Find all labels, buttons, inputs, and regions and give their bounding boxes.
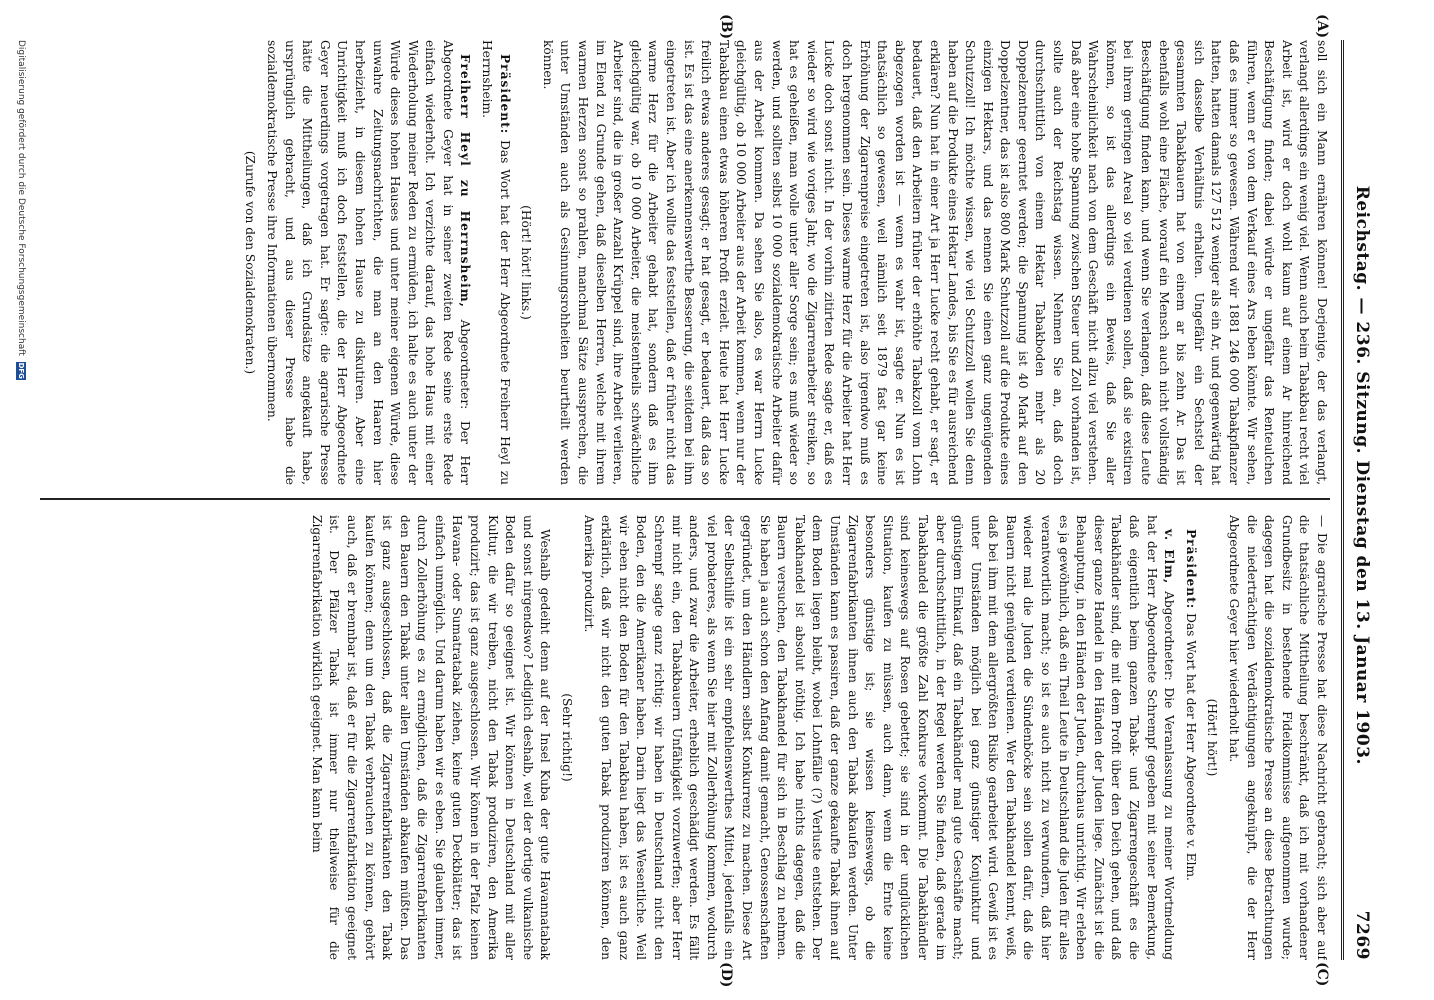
- left-column: [40, 40, 1330, 485]
- paragraph: [579, 515, 1177, 960]
- paragraph: [1181, 515, 1199, 960]
- header-page-number: 7269: [1352, 910, 1372, 960]
- speech-text: Abgeordneter: Der Herr Abgeordnete Geyer hat in seiner zweiten Rede seine erste Rede einfach wiederholt. Ich verzichte darauf, das hohe Haus mit einer Wiederholung meiner Reden zu ermüden, ich halte es auch unter der Würde dieses hohen Hauses und unter meiner eigenen Würde, diese unwahre Zeitungsnachrichten, die man an den Haaren hier herbeizieht, in diesem hohen Hause zu diskutiren. Aber eine Unrichtigkeit muß ich doch feststellen, die der Herr Abgeordnete Geyer neuerdings vorgetragen hat. Er sagte: die agrarische Presse hätte die Mittheilungen, daß ich Grundsätze angekauft habe, ursprünglich gebracht, und aus dieser Presse habe die sozialdemokratische Presse ihre Informationen übernommen.: [264, 40, 473, 485]
- margin-mark-b: (B): [718, 14, 734, 40]
- margin-mark-a: (A): [1314, 14, 1330, 39]
- speech-text: Abgeordneter: Die Veranlassung zu meiner Wortmeldung hat der Herr Abgeordnete Schrempf gegeben mit seiner Bemerkung, daß eigentlich beim ganzen Tabak- und Zigarrengeschäft es die Tabakhändler sind, die mit dem Profit über den Deich gehen, und daß dieser ganze Handel in den Händen der Juden liege. Zunächst ist die Behauptung, in den Händen der Juden, durchaus unrichtig. Wir erleben es ja gewöhnlich, daß ein Theil Leute in Deutschland die Juden für alles verantwortlich macht; so ist es auch nicht zu verwundern, daß hier wieder mal die Juden die Sündenböcke sein sollen dafür, daß die Bauern nicht genügend verdienen. Wer den Tabakhandel kennt, weiß, daß bei ihm mit dem allergrößten Risiko gearbeitet wird. Gewiß ist es unter Umständen möglich bei ganz günstiger Konjunktur und günstigem Einkauf, daß ein Tabakhändler mal gute Geschäfte macht; aber durchschnittlich, in der Regel werden Sie finden, daß gerade im Tabakhandel die größte Zahl Konkurse vorkommt. Die Tabakhändler sind keineswegs auf Rosen gebettet; sie sind in der unglücklichen Situation, kaufen zu müssen, auch dann, wenn die Ernte keine besonders günstige ist; sie wissen keineswegs, ob die Zigarrenfabrikanten ihnen auch den Tabak abkaufen werden. Unter Umständen kann es passiren, daß der ganze gekaufte Tabak ihnen auf dem Boden liegen bleibt, wobei Lohnfälle (?) Verluste entstehen. Der Tabakhandel ist absolut nöthig. Ich habe nichts dagegen, daß die Bauern versuchen, den Tabakhandel für sich in Beschlag zu nehmen. Sie haben ja auch schon den Anfang damit gemacht, Genossenschaften gegründet, um den Händlern selbst Konkurrenz zu machen. Diese Art der Selbsthilfe ist ein sehr empfehlenswerthes Mittel, jedenfalls ein viel probateres, als wenn Sie hier mit Zollerhöhung kommen, wodurch anders, und zwar die Arbeiter, erheblich geschädigt werden. Es fällt mir nicht ein, den Tabakbauern Unfähigkeit vorzuwerfen; aber Herr Schrempf sagte ganz richtig: wir haben in Deutschland nicht den Boden, den die Amerikaner haben. Darin liegt das Wesentliche. Weil wir eben nicht den Boden für den Tabakbau haben, ist es auch ganz erklärlich, daß wir nicht den guten Tabak produziren können, den Amerika produzirt.: [581, 515, 1177, 960]
- credit-text: Digitalisierung gefördert durch die Deutsche Forschungsgemeinschaft: [16, 40, 26, 356]
- interjection: (Zurufe von den Sozialdemokraten.): [243, 150, 258, 375]
- speaker-name: Präsident:: [1183, 529, 1198, 610]
- speaker-name: Präsident:: [497, 54, 512, 135]
- interjection: (Hört! hört! links.): [519, 205, 534, 320]
- digitization-credit: [14, 40, 28, 960]
- margin-mark-d: (D): [718, 962, 734, 988]
- right-column: [40, 515, 1330, 960]
- speech-text: Das Wort hat der Herr Abgeordnete v. Elm.: [1183, 613, 1198, 881]
- paragraph: [262, 40, 473, 485]
- paragraph: — Die agrarische Presse hat diese Nachricht gebracht; sich aber auf die thatsächliche Mittheilung beschränkt, daß ich mit vorhandener Grundbesitz in bestehende Fideikommisse aufgenommen wurde; dagegen hat die sozialdemokratische Presse an diese Betrachtungen die niederträchtigen Verdächtigungen angeknüpft, die der Herr Abgeordnete Geyer hier wiederholt hat.: [1227, 515, 1329, 960]
- speaker-name: Freiherr Heyl zu Herrnsheim,: [458, 54, 473, 308]
- page-header: [1341, 40, 1380, 960]
- speech-text: Das Wort hat der Herr Abgeordnete Freiherr Heyl zu Herrnsheim.: [480, 40, 512, 485]
- dfg-logo-icon: DFG: [17, 362, 25, 379]
- header-title: Reichstag. — 236. Sitzung. Dienstag den 13. Januar 1903.: [1352, 185, 1372, 765]
- paragraph: soll sich ein Mann ernähren können! Derjenige, der das verlangt, verlangt allerdings ein wenig viel. Wenn auch beim Tabakbau recht viel Arbeit ist, wird er doch wohl kaum auf einem Ar hinreichend Beschäftigung finden; dabei würde er ungefähr das Renteulchen führen, wenn er von dem Verkauf eines Ars leben könnte. Wir sehen, daß es immer so gewesen. Während wir 1881 246 000 Tabakpflanzer hatten, hatten damals 127 512 weniger als ein Ar, und gegenwärtig hat sich dasselbe Verhältnis erhalten. Ungefähr ein Sechstel der gesammten Tabakbauern hat von einem ar bis zehn Ar. Das ist ebenfalls wohl eine Fläche, worauf ein Mensch auch nicht vollständig Beschäftigung finden kann, und wenn Sie verlangen, daß diese Leute bei ihrem geringen Areal so viel verdienen sollen, daß sie existiren können, so ist das allerdings ein Beweis, daß Sie aller Wahrscheinlichkeit nach von dem Geschäft nicht allzu viel verstehen. Daß aber eine hohe Spannung zwischen Steuer und Zoll vorhanden ist, sollte auch der Reichstag wissen. Nehmen Sie an, daß doch durchschnittlich von einem Hektar Tabakboden mehr als 20 Doppelzentner geerntet werden; die Spannung ist 40 Mark auf den Doppelzentner, das ist also 800 Mark Schutzzoll auf die Produkte eines einzigen Hektars, und das nennen Sie einen ganz ungenügenden Schutzzoll! Ich möchte wissen, wie viel Schutzzoll wollen Sie denn haben auf die Produkte eines Hektar Landes, bis Sie es für ausreichend erklären? Nun hat in einer Art ja Herr Lucke recht gehabt, er sagt, er bedauert, daß den Arbeitern früher der erhöhte Tabakzoll vom Lohn abgezogen worden ist — wenn es wahr ist, sagte er. Nun es ist thatsächlich so gewesen, weil nämlich seit 1879 fast gar keine Erhöhung der Zigarrenpreise eingetreten ist, also irgendwo muß es doch hergenommen sein. Dieses warme Herz für die Arbeiter hat Herr Lucke doch sonst nicht. In der vorhin zitirten Rede sagte er, daß es wieder so wird wie voriges Jahr, wo die Zigarrenarbeiter streiken, so hat es geheißen, man wolle unter aller Sorge sein; es muß wieder so werden, und sollten selbst 10 000 sozialdemokratische Arbeiter dafür aus der Arbeit kommen. Da sehen Sie also, es war Herrn Lucke gleichgültig, ob 10 000 Arbeiter aus der Arbeit kommen, wenn nur der Tabakbau einen etwas höheren Profit erzielt. Heute hat Herr Lucke freilich etwas anderes gesagt; er hat gesagt, er bedauert, daß das so ist. Es ist das eine anerkennenswerthe Besserung, die seitdem bei ihm eingetreten ist. Aber ich wollte das feststellen, daß er früher nicht das warme Herz für die Arbeiter gehabt hat, sondern daß es ihm gleichgültig war, ob 10 000 Arbeiter, die meistentheils schwächliche Arbeiter sind, die in großer Anzahl Krüppel sind, ihre Arbeit verlieren, im Elend zu Grunde gehen, daß dieselben Herren, welche mit ihrem warmen Herzen sonst so prahlen, manchmal Sätze aussprechen, die unter Umständen auch als Gesinnungsrohheiten beurtheilt werden können.: [540, 40, 1329, 485]
- paragraph: Weshalb gedeiht denn auf der Insel Kuba der gute Havannatabak und sonst nirgendswo? Lediglich deshalb, weil der dortige vulkanische Boden dafür so geeignet ist. Wir können in Deutschland mit aller Kultur, die wir treiben, nicht den Tabak produziren, den Amerika produzirt; das ist ganz ausgeschlossen. Wir können in der Pfalz keinen Havana- oder Sumatratabak ziehen, keine guten Deckblätter; das ist einfach unmöglich. Und darum haben wir es eben. Sie glauben immer, durch Zollerhöhung es zu ermöglichen, daß die Zigarrenfabrikanten den Bauern den Tabak unter allen Umständen abkaufen müßten. Das ist ganz ausgeschlossen, daß die Zigarrenfabrikanten den Tabak kaufen können; denn um den Tabak verbrauchen zu können, gehört auch, daß er brennbar ist, daß er für die Zigarrenfabrikation geeignet ist. Der Pfälzer Tabak ist immer nur theilweise für die Zigarrenfabrikation wirklich geeignet. Man kann beim: [309, 515, 553, 960]
- speaker-name: v. Elm,: [1162, 529, 1177, 585]
- margin-mark-c: (C): [1314, 962, 1330, 987]
- interjection: (Sehr richtig!): [560, 693, 575, 782]
- interjection: (Hört! hört!): [1205, 698, 1220, 777]
- paragraph: [478, 40, 513, 485]
- column-divider: [40, 498, 1330, 500]
